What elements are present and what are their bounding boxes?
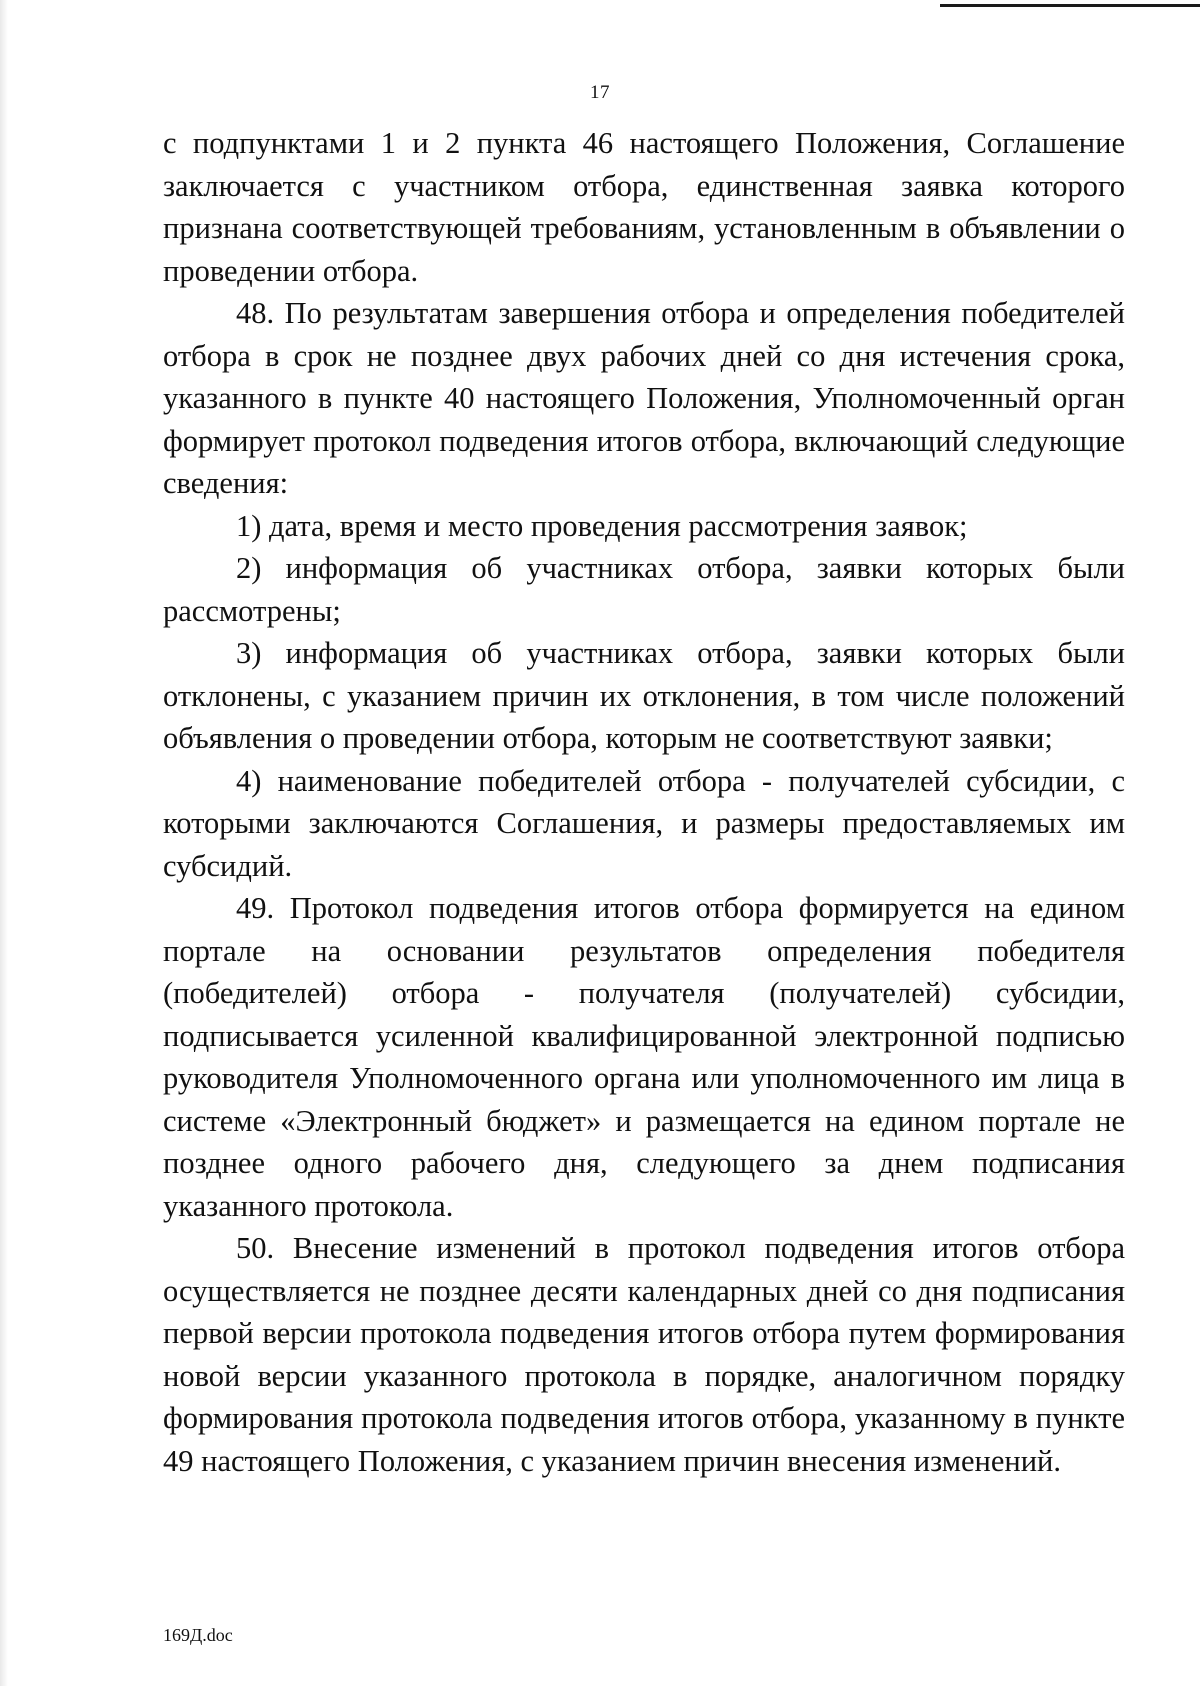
list-item-1: 1) дата, время и место проведения рассмотрения заявок; (236, 508, 968, 543)
paragraph-49: 49. Протокол подведения итогов отбора формируется на едином портале на основании результатов определения победителя (победителей) отбора - получателя (получателей) субсидии, подписывается усиленной квалифицированной электронной подписью руководителя Уполномоченного органа или уполномоченного им лица в системе «Электронный бюджет» и размещается на едином портале не позднее одного рабочего дня, следующего за днем подписания указанного протокола. (163, 891, 1125, 1223)
list-item-2: 2) информация об участниках отбора, заявки которых были рассмотрены; (163, 551, 1125, 628)
paragraph-48: 48. По результатам завершения отбора и определения победителей отбора в срок не позднее двух рабочих дней со дня истечения срока, указанного в пункте 40 настоящего Положения, Уполномоченный орган формирует протокол подведения итогов отбора, включающий следующие сведения: (163, 296, 1125, 500)
paragraph-50: 50. Внесение изменений в протокол подведения итогов отбора осуществляется не позднее десяти календарных дней со дня подписания первой версии протокола подведения итогов отбора путем формирования новой версии указанного протокола в порядке, аналогичном порядку формирования протокола подведения итогов отбора, указанному в пункте 49 настоящего Положения, с указанием причин внесения изменений. (163, 1231, 1125, 1478)
list-item-4: 4) наименование победителей отбора - получателей субсидии, с которыми заключаются Соглашения, и размеры предоставляемых им субсидий. (163, 763, 1125, 883)
scan-artifact-line (940, 4, 1200, 7)
document-body (163, 122, 1125, 1482)
scan-edge (0, 0, 8, 1686)
page-number: 17 (590, 82, 610, 103)
footer-filename: 169Д.doc (163, 1625, 233, 1645)
list-item-3: 3) информация об участниках отбора, заявки которых были отклонены, с указанием причин их отклонения, в том числе положений объявления о проведении отбора, которым не соответствуют заявки; (163, 636, 1125, 755)
paragraph-continuation: с подпунктами 1 и 2 пункта 46 настоящего Положения, Соглашение заключается с участником отбора, единственная заявка которого признана соответствующей требованиям, установленным в объявлении о проведении отбора. (163, 126, 1125, 288)
